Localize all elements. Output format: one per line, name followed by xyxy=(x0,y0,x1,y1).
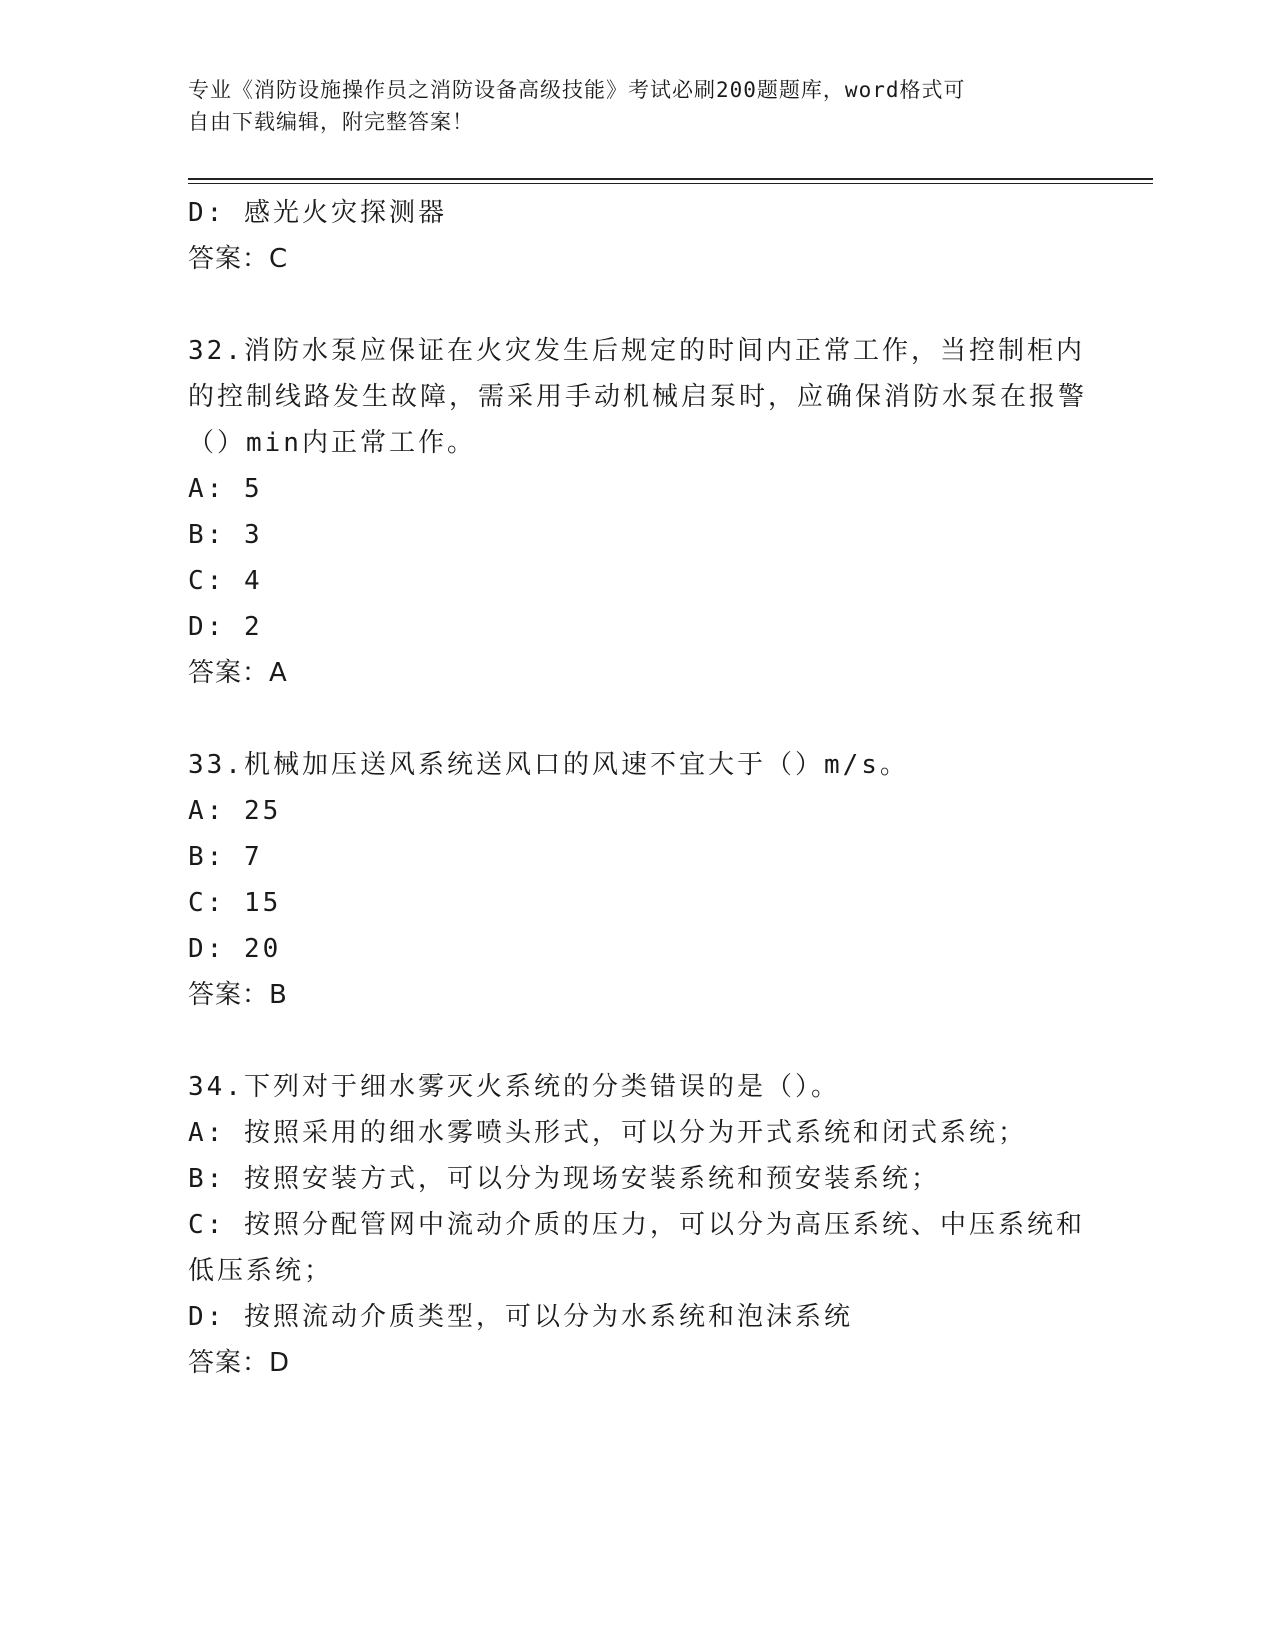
option-d: D: 2 xyxy=(188,612,263,642)
answer-line: 答案：A xyxy=(188,658,288,688)
option-a: A: 25 xyxy=(188,796,282,826)
header-line-2: 自由下载编辑，附完整答案！ xyxy=(188,110,474,134)
question-list xyxy=(188,190,1088,1386)
option-d: D: 20 xyxy=(188,934,282,964)
question-stem: 33.机械加压送风系统送风口的风速不宜大于（）m/s。 xyxy=(188,750,909,780)
header-line-1: 专业《消防设施操作员之消防设备高级技能》考试必刷200题题库，word格式可 xyxy=(188,78,966,102)
option-d: D: 按照流动介质类型，可以分为水系统和泡沫系统 xyxy=(188,1302,853,1332)
option-a: A: 5 xyxy=(188,474,263,504)
question-31-tail xyxy=(188,190,1088,282)
option-a: A: 按照采用的细水雾喷头形式，可以分为开式系统和闭式系统； xyxy=(188,1118,1027,1148)
option-b: B: 3 xyxy=(188,520,263,550)
question-stem: 32.消防水泵应保证在火灾发生后规定的时间内正常工作，当控制柜内的控制线路发生故障，需采用手动机械启泵时，应确保消防水泵在报警（）min内正常工作。 xyxy=(188,336,1088,458)
header-divider-thick xyxy=(188,178,1153,180)
question-32 xyxy=(188,328,1088,696)
answer-line: 答案：B xyxy=(188,980,288,1010)
question-34 xyxy=(188,1064,1088,1386)
option-c: C: 15 xyxy=(188,888,282,918)
option-c: C: 4 xyxy=(188,566,263,596)
option-b: B: 7 xyxy=(188,842,263,872)
question-33 xyxy=(188,742,1088,1018)
header-divider-thin xyxy=(188,183,1153,184)
answer-line: 答案：C xyxy=(188,244,289,274)
answer-line: 答案：D xyxy=(188,1348,291,1378)
question-stem: 34.下列对于细水雾灭火系统的分类错误的是（）。 xyxy=(188,1072,840,1102)
option-c: C: 按照分配管网中流动介质的压力，可以分为高压系统、中压系统和低压系统； xyxy=(188,1210,1085,1286)
option-b: B: 按照安装方式，可以分为现场安装系统和预安装系统； xyxy=(188,1164,940,1194)
document-header xyxy=(188,74,1068,138)
option-d: D: 感光火灾探测器 xyxy=(188,198,447,228)
